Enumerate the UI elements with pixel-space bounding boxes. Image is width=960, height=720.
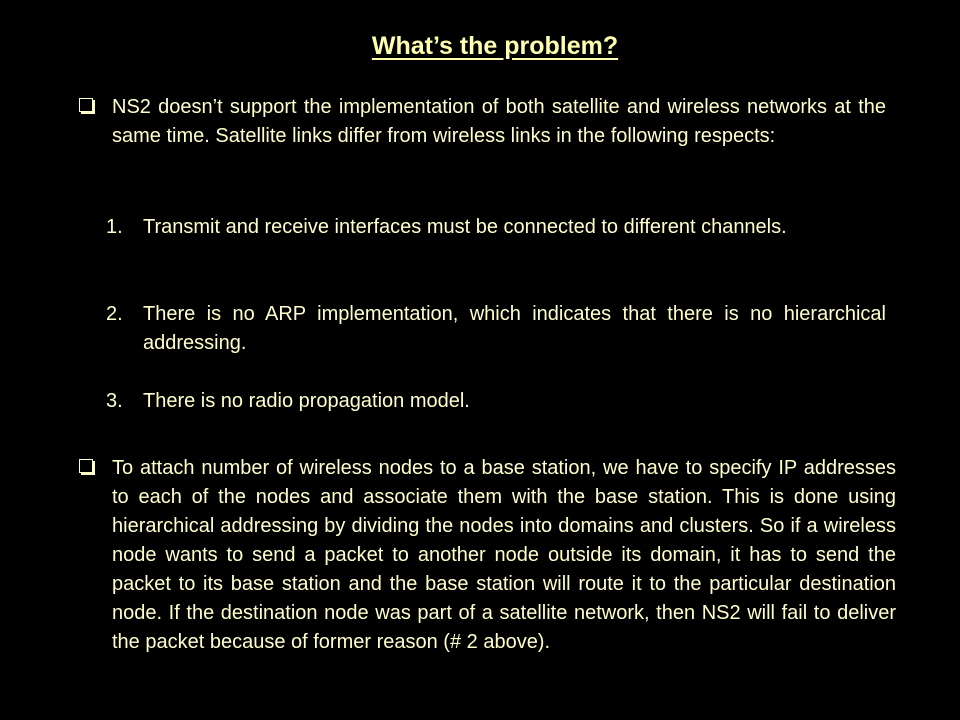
list-item: There is no ARP implementation, which indicates that there is no hierarchical addressing. (143, 303, 886, 354)
list-number: 2. (106, 303, 123, 325)
list-number: 3. (106, 390, 123, 412)
list-item: There is no radio propagation model. (143, 390, 470, 412)
bullet-paragraph: To attach number of wireless nodes to a base station, we have to specify IP addresses to each of the nodes and associate them with the base station. This is done using hierarchical addressing by dividing the nodes into domains and clusters. So if a wireless node wants to send a packet to another node outside its domain, it has to send the packet to its base station and the base station will route it to the particular destination node. If the destination node was part of a satellite network, then NS2 will fail to deliver the packet because of former reason (# 2 above). (112, 457, 896, 653)
square-bullet-icon (79, 98, 93, 112)
square-bullet-icon (79, 459, 93, 473)
bullet-paragraph: NS2 doesn’t support the implementation of both satellite and wireless networks at the same time. Satellite links differ from wireless links in the following respects: (112, 96, 886, 147)
list-number: 1. (106, 216, 123, 238)
list-item: Transmit and receive interfaces must be connected to different channels. (143, 216, 787, 238)
slide-title: What’s the problem? (371, 32, 619, 60)
